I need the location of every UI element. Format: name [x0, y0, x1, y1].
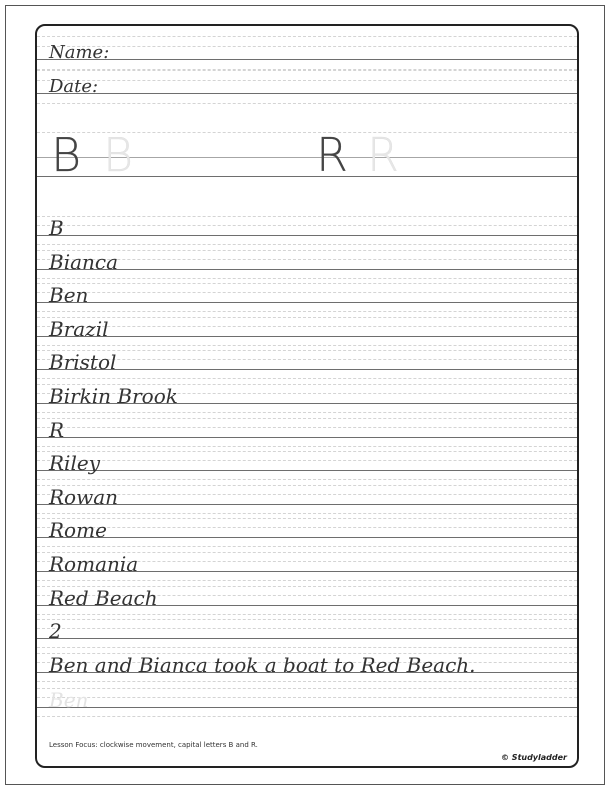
practice-line-text: B	[49, 216, 64, 240]
practice-line-text: Bianca	[49, 249, 119, 274]
worksheet	[35, 24, 579, 768]
practice-row	[37, 384, 577, 416]
practice-row	[37, 518, 577, 550]
practice-line-text: Ben	[49, 283, 89, 308]
date-label: Date:	[49, 76, 99, 97]
practice-line-text: R	[49, 417, 65, 442]
practice-row	[37, 250, 577, 282]
practice-line-text: Birkin Brook	[49, 384, 178, 408]
practice-row	[37, 619, 577, 651]
studyladder-logo: © Studyladder	[501, 753, 567, 762]
trace-row	[37, 688, 577, 720]
practice-line-text: 2	[49, 619, 62, 644]
practice-row	[37, 485, 577, 517]
practice-row	[37, 653, 577, 685]
practice-row	[37, 418, 577, 450]
practice-line-text: Romania	[49, 552, 139, 576]
practice-row	[37, 350, 577, 382]
practice-row	[37, 586, 577, 618]
model-letter-row	[37, 112, 577, 182]
date-row	[37, 70, 577, 106]
practice-row	[37, 552, 577, 584]
practice-line-text: Rowan	[49, 484, 119, 509]
practice-row	[37, 216, 577, 248]
practice-row	[37, 317, 577, 349]
practice-row	[37, 283, 577, 315]
practice-line-text: Ben and Bianca took a boat to Red Beach.	[49, 652, 476, 677]
name-row	[37, 36, 577, 72]
practice-line-text: Red Beach	[49, 585, 158, 610]
trace-line-text: Ben	[49, 688, 89, 712]
practice-line-text: Brazil	[49, 316, 109, 341]
practice-line-text: Riley	[49, 451, 100, 476]
trace-letter-r: R	[367, 128, 399, 182]
practice-line-text: Rome	[49, 518, 107, 543]
model-letter-r: R	[316, 128, 348, 182]
trace-letter-b: B	[103, 128, 134, 182]
model-letter-b: B	[51, 128, 82, 182]
practice-row	[37, 451, 577, 483]
name-label: Name:	[49, 42, 110, 63]
lesson-focus: Lesson Focus: clockwise movement, capital letters B and R.	[49, 741, 258, 749]
practice-line-text: Bristol	[49, 350, 117, 375]
